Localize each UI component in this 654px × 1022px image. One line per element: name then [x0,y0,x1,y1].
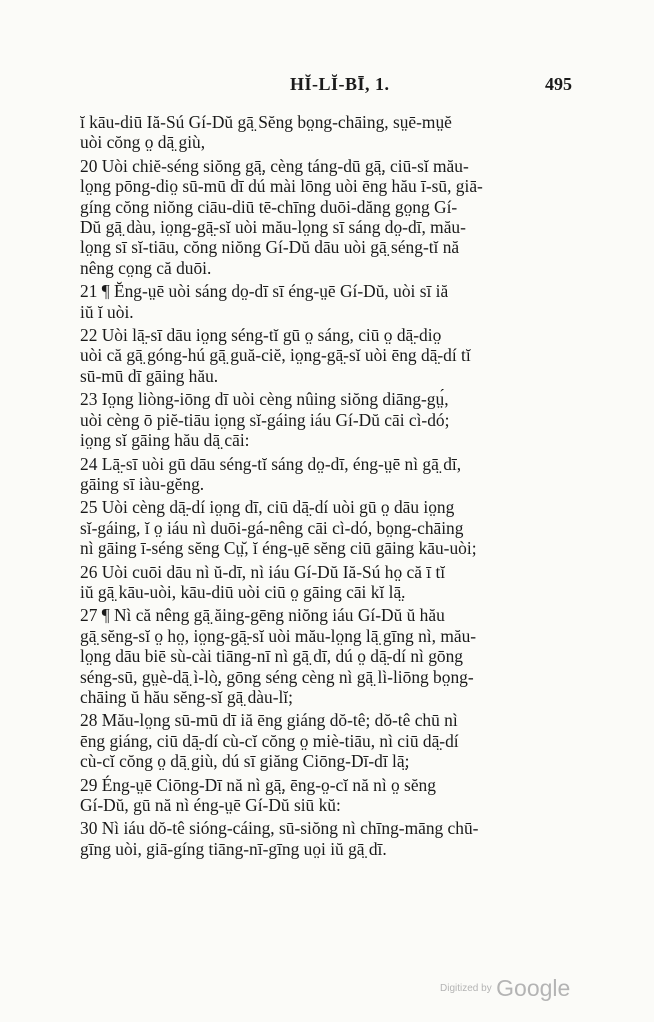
text-line: lo̤ng pōng-dio̤ sū-mū dī dú mài lōng uòi ēng hău ī-sū, giā- [80,176,483,197]
text-line: 21 ¶ Ĕng-ṳē uòi sáng do̤-dī sī éng-ṳē Gí-Dŭ, uòi sī iă [80,281,449,302]
text-line: Gí-Dŭ, gū nă nì éng-ṳē Gí-Dŭ siū kŭ: [80,795,341,815]
verse-paragraph [80,605,576,707]
verse-paragraph [80,775,576,816]
verse-paragraph [80,325,576,386]
text-line: iŭ gā̤ kāu-uòi, kāu-diū uòi ciū o̤ gāing cāi kĭ lā̤. [80,581,406,602]
text-line: gā̤ sĕng-sĭ o̤ ho̤, io̤ng-gā̤-sĭ uòi mău-lo̤ng lā̤ gīng nì, mău- [80,625,477,646]
verse-paragraph [80,562,576,603]
text-line: cù-cĭ cŏng o̤ dā̤ giù, dú sī giăng Ciōng-Dī-dī lā̤; [80,751,410,772]
text-line: 25 Uòi cèng dā̤-dí io̤ng dī, ciū dā̤-dí uòi gū o̤ dāu io̤ng [80,497,455,518]
verse-paragraph [80,710,576,771]
text-line: lo̤ng dāu biē sù-cài tiāng-nī nì gā̤ dī, dú o̤ dā̤-dí nì gōng [80,646,464,667]
running-header [80,74,572,98]
digitized-watermark [440,975,570,1002]
text-line: sĭ-gáing, ĭ o̤ iáu nì duōi-gá-nêng cāi cì-dó, bo̤ng-chāing [80,517,464,538]
verse-paragraph [80,281,576,322]
text-line: 26 Uòi cuōi dāu nì ŭ-dī, nì iáu Gí-Dŭ Iă-Sú ho̤ că ī tĭ [80,561,446,582]
text-line: Dŭ gā̤ dàu, io̤ng-gā̤-sĭ uòi mău-lo̤ng sī sáng do̤-dī, mău- [80,217,466,238]
text-line: ĭ kāu-diū Iă-Sú Gí-Dŭ gā̤ Sĕng bo̤ng-chāing, sṳē-mṳĕ [80,112,452,132]
text-line: nêng co̤ng că duōi. [80,257,212,278]
text-line: 29 Éng-ṳē Ciōng-Dī nă nì gā̤, ēng-o̤-cĭ nă nì o̤ sĕng [80,774,436,795]
verse-paragraph [80,389,576,450]
verse-paragraph [80,112,576,153]
text-line: 28 Mău-lo̤ng sū-mū dī iă ēng giáng dŏ-tê; dŏ-tê chū nì [80,710,458,731]
text-line: chāing ŭ hău sĕng-sĭ gā̤ dàu-lĭ; [80,686,293,707]
text-line: iŭ ĭ uòi. [80,301,134,322]
text-line: sū-mū dī gāing hău. [80,365,219,386]
verse-paragraph [80,497,576,558]
text-line: uòi cŏng o̤ dā̤ giù, [80,132,206,153]
verse-paragraph [80,454,576,495]
text-line: lo̤ng sī sĭ-tiāu, cŏng niŏng Gí-Dŭ dāu uòi gā̤ séng-tĭ nă [80,237,460,258]
text-line: 30 Nì iáu dŏ-tê sióng-cáing, sū-siŏng nì chīng-māng chū- [80,818,479,839]
body-text [80,112,576,862]
text-line: ēng giáng, ciū dā̤-dí cù-cĭ cŏng o̤ miè-tiāu, nì ciū dā̤-dí [80,730,459,751]
text-line: 20 Uòi chiĕ-séng siŏng gā̤, cèng táng-dū gā̤, ciū-sĭ mău- [80,155,469,176]
text-line: 27 ¶ Nì că nêng gā̤ ăing-gēng niŏng iáu Gí-Dŭ ŭ hău [80,605,445,626]
text-line: nì gāing ī-séng sĕng Cṳ̆, ĭ éng-ṳē sĕng ciū gāing kāu-uòi; [80,538,477,559]
text-line: uòi cèng ō piĕ-tiāu io̤ng sĭ-gáing iáu Gí-Dŭ cāi cì-dó; [80,409,450,430]
text-line: gīng uòi, giā-gíng tiāng-nī-gīng uo̤i iŭ gā̤ dī. [80,838,387,859]
google-logo: Google [496,975,571,1001]
text-line: 24 Lā̤-sī uòi gū dāu séng-tĭ sáng do̤-dī, éng-ṳē nì gā̤ dī, [80,453,462,474]
watermark-caption: Digitized by [440,983,492,994]
text-line: 22 Uòi lā̤-sī dāu io̤ng séng-tĭ gū o̤ sáng, ciū o̤ dā̤-dio̤ [80,325,442,346]
page-title: HĬ-LĬ-BĪ, 1. [290,74,390,94]
text-line: gíng cŏng niŏng ciāu-diū tē-chīng duōi-dăng go̤ng Gí- [80,196,458,217]
text-line: io̤ng sĭ gāing hău dā̤ cāi: [80,430,250,451]
text-line: séng-sū, gṳè-dā̤ ì-lò̤, gōng séng cèng nì gā̤ lì-liōng bo̤ng- [80,666,474,687]
verse-paragraph [80,156,576,278]
text-line: 23 Io̤ng liòng-iōng dī uòi cèng nûing siŏng diāng-gṳ́, [80,389,449,410]
page-number: 495 [545,74,572,94]
verse-paragraph [80,818,576,859]
text-line: uòi că gā̤ góng-hú gā̤ guă-ciĕ, io̤ng-gā̤-sĭ uòi ēng dā̤-dí tĭ [80,345,471,366]
text-line: gāing sī iàu-gĕng. [80,473,205,494]
